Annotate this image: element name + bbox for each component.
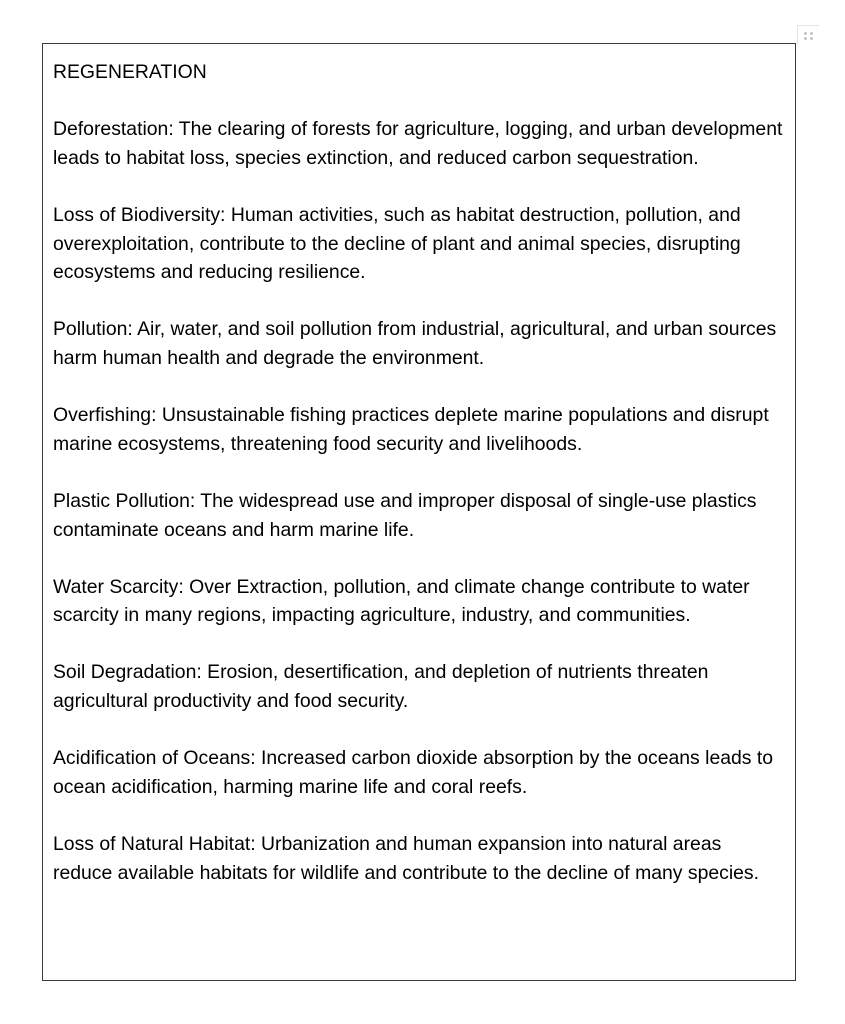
paragraph-water-scarcity: Water Scarcity: Over Extraction, pollution, and climate change contribute to water scarcity in many regions, impacting agriculture, industry, and communities. (53, 575, 750, 627)
document-title: REGENERATION (53, 61, 207, 83)
text-box[interactable] (42, 43, 796, 981)
paragraph-overfishing: Overfishing: Unsustainable fishing practices deplete marine populations and disrupt marine ecosystems, threatening food security and livelihoods. (53, 404, 769, 455)
paragraph-deforestation: Deforestation: The clearing of forests for agriculture, logging, and urban development leads to habitat loss, species extinction, and reduced carbon sequestration. (53, 118, 783, 169)
drag-dots (804, 32, 813, 40)
paragraph-loss-of-natural-habitat: Loss of Natural Habitat: Urbanization and human expansion into natural areas reduce available habitats for wildlife and contribute to the decline of many species. (53, 833, 760, 884)
paragraph-soil-degradation: Soil Degradation: Erosion, desertification, and depletion of nutrients threaten agricultural productivity and food security. (53, 661, 709, 713)
drag-handle-icon[interactable] (797, 25, 819, 45)
paragraph-pollution: Pollution: Air, water, and soil pollution from industrial, agricultural, and urban sources harm human health and degrade the environment. (53, 318, 777, 369)
paragraph-plastic-pollution: Plastic Pollution: The widespread use and improper disposal of single-use plastics contaminate oceans and harm marine life. (53, 489, 757, 541)
paragraph-acidification-of-oceans: Acidification of Oceans: Increased carbon dioxide absorption by the oceans leads to ocean acidification, harming marine life and coral reefs. (53, 747, 774, 798)
paragraph-loss-of-biodiversity: Loss of Biodiversity: Human activities, such as habitat destruction, pollution, and overexploitation, contribute to the decline of plant and animal species, disrupting ecosystems and reducing resilience. (53, 203, 741, 284)
